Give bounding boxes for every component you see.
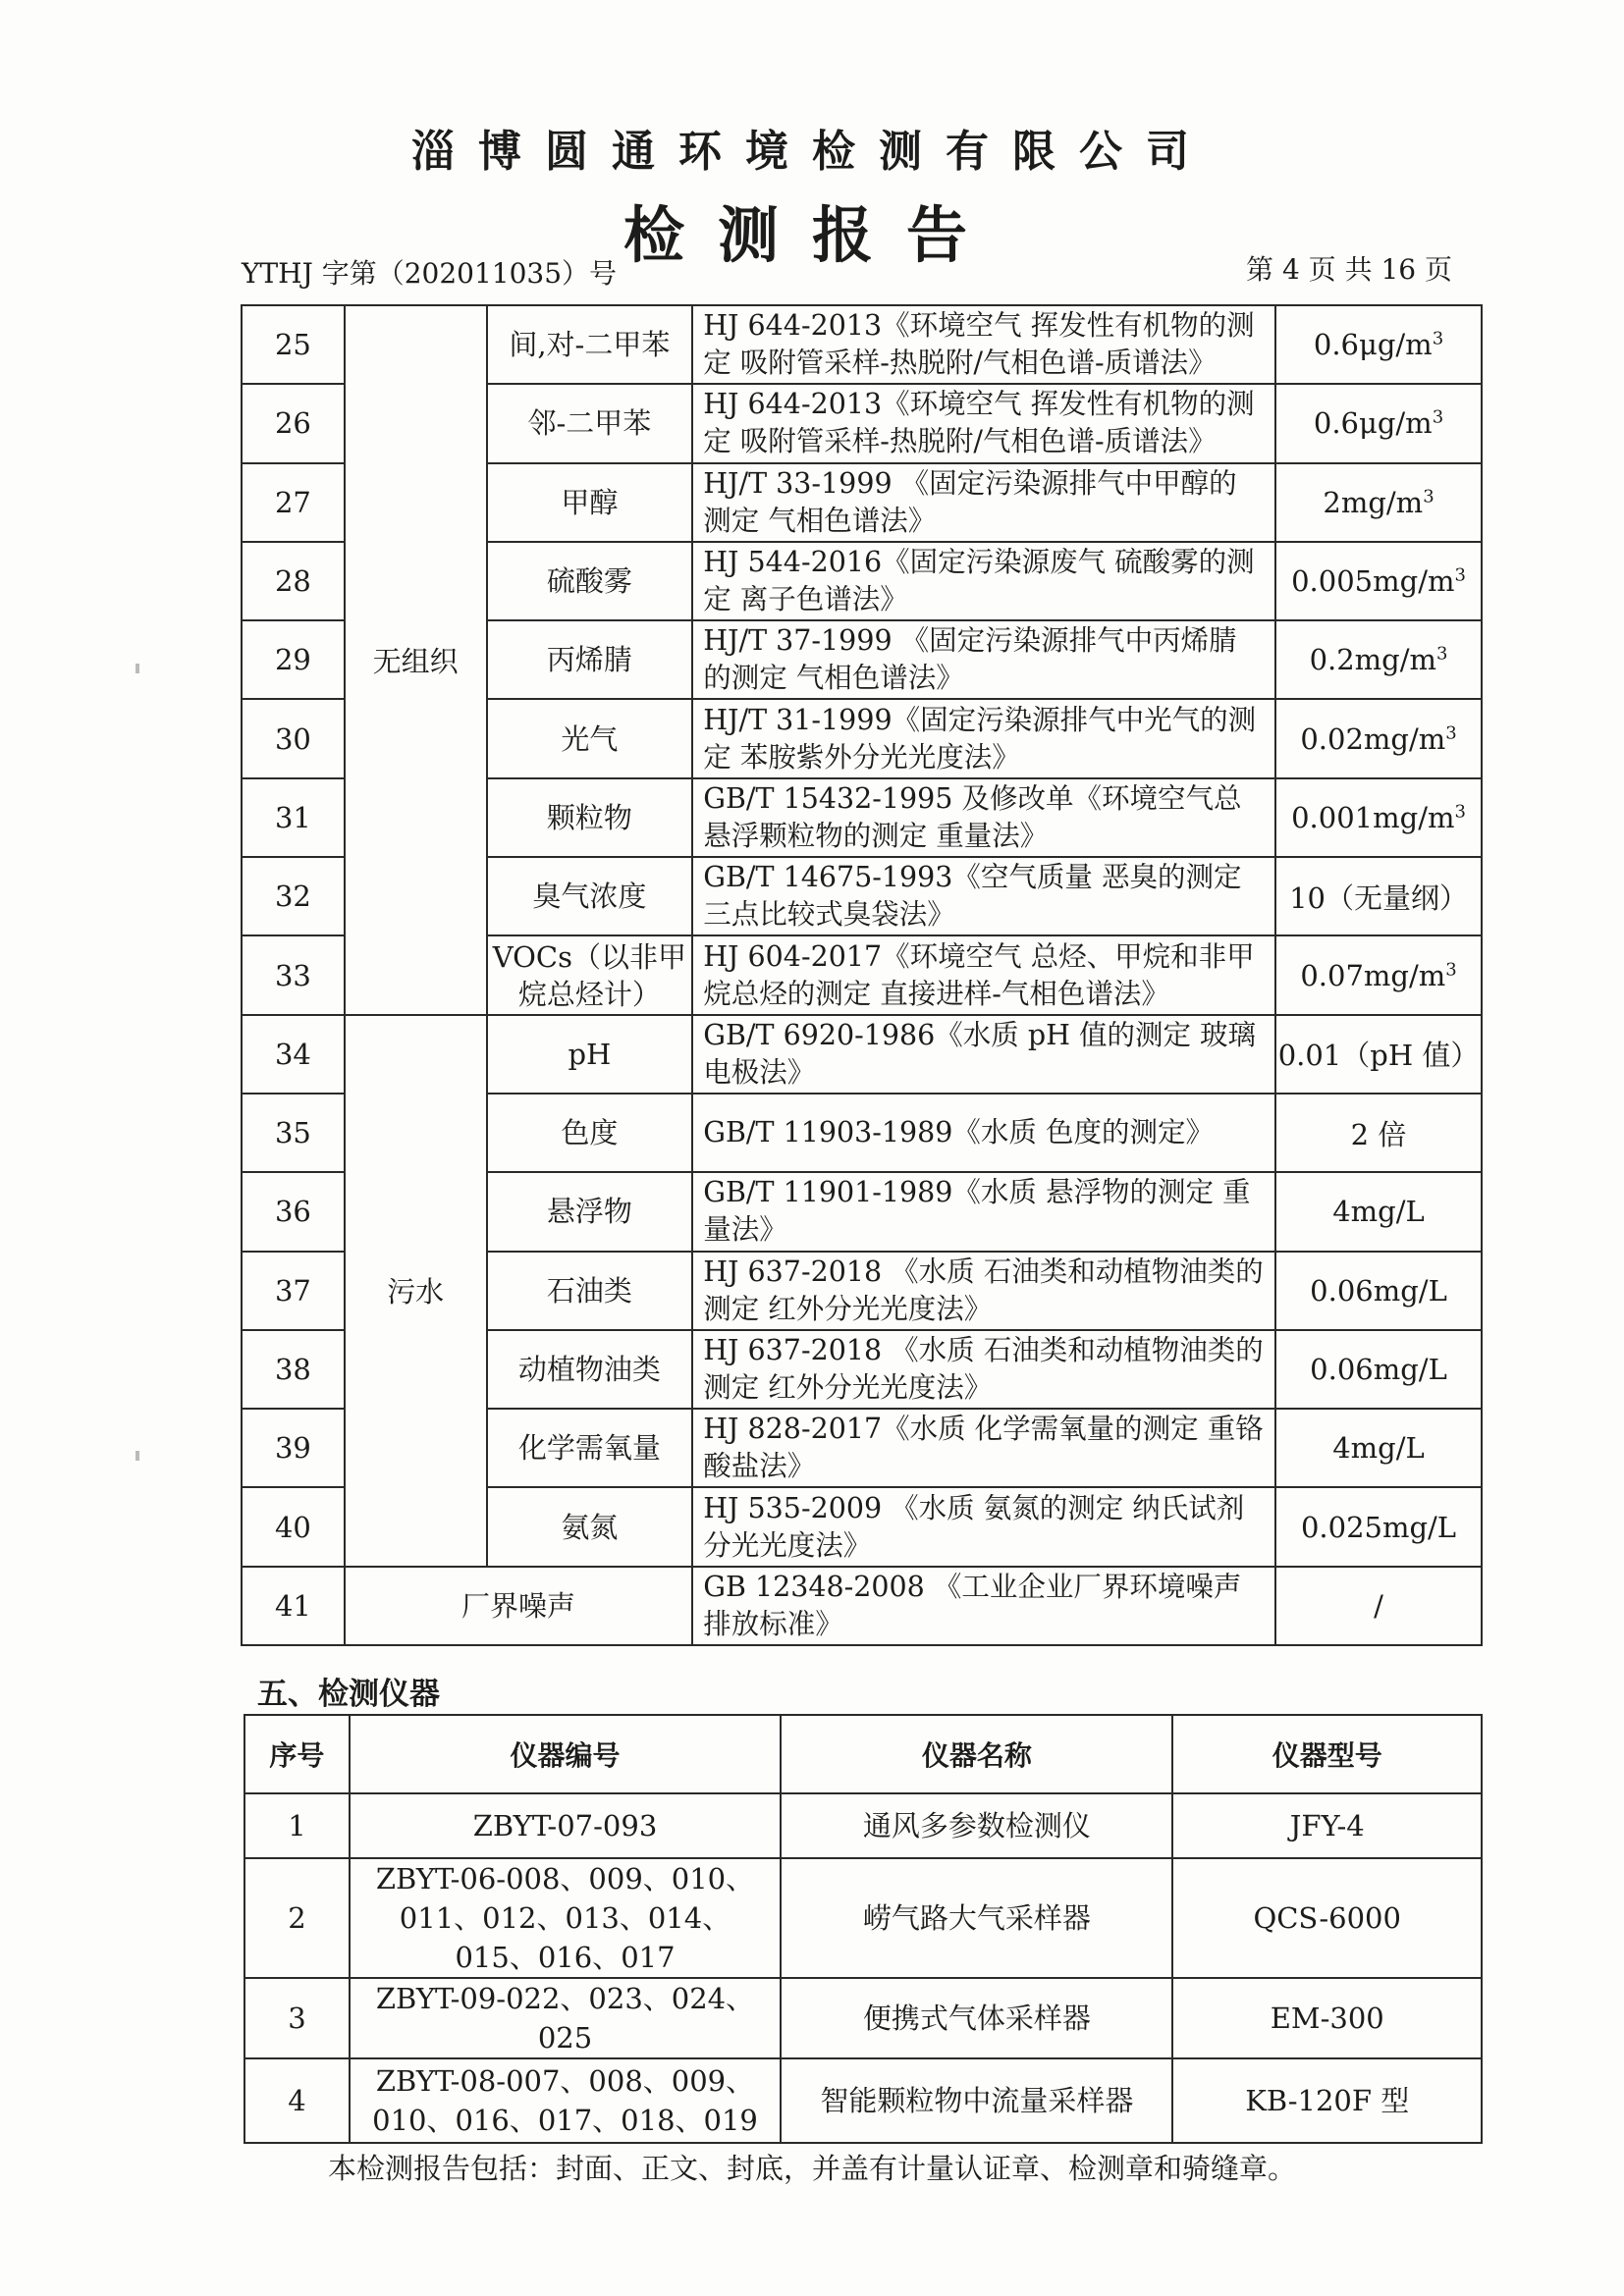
row-number: 35 [242, 1094, 345, 1172]
instrument-code: ZBYT-08-007、008、009、010、016、017、018、019 [350, 2058, 781, 2143]
detection-limit [1275, 1252, 1482, 1330]
limit-value: / [1374, 1588, 1383, 1623]
row-number: 25 [242, 305, 345, 384]
test-item: 间,对-二甲苯 [487, 305, 693, 384]
detection-limit [1275, 1409, 1482, 1487]
instruments-heading: 五、检测仪器 [257, 1677, 440, 1712]
row-number: 38 [242, 1330, 345, 1409]
limit-value: 2mg/m [1323, 485, 1424, 519]
instrument-code: ZBYT-06-008、009、010、011、012、013、014、015、016、017 [350, 1858, 781, 1978]
instrument-name: 智能颗粒物中流量采样器 [781, 2058, 1172, 2143]
limit-value: 0.6μg/m [1313, 328, 1433, 362]
table-row [244, 1793, 1482, 1858]
limit-unit-exponent: 3 [1445, 958, 1457, 980]
test-item: 悬浮物 [487, 1172, 693, 1251]
instrument-name: 崂气路大气采样器 [781, 1858, 1172, 1978]
row-number: 34 [242, 1015, 345, 1094]
limit-value: 0.2mg/m [1309, 643, 1437, 677]
detection-limit [1275, 857, 1482, 935]
test-method: HJ 637-2018 《水质 石油类和动植物油类的测定 红外分光光度法》 [692, 1252, 1275, 1330]
detection-limit [1275, 1094, 1482, 1172]
row-number: 37 [242, 1252, 345, 1330]
test-method: HJ/T 33-1999 《固定污染源排气中甲醇的测定 气相色谱法》 [692, 463, 1275, 542]
test-method: HJ/T 37-1999 《固定污染源排气中丙烯腈的测定 气相色谱法》 [692, 620, 1275, 699]
instrument-code: ZBYT-09-022、023、024、025 [350, 1978, 781, 2058]
table-row [242, 1567, 1482, 1645]
test-item: 颗粒物 [487, 778, 693, 857]
test-item: 色度 [487, 1094, 693, 1172]
report-number: YTHJ 字第（202011035）号 [242, 257, 618, 290]
test-item: 动植物油类 [487, 1330, 693, 1409]
methods-table [241, 304, 1483, 1646]
detection-limit [1275, 542, 1482, 620]
detection-limit [1275, 1487, 1482, 1566]
test-method: GB/T 11903-1989《水质 色度的测定》 [692, 1094, 1275, 1172]
test-method: HJ 828-2017《水质 化学需氧量的测定 重铬酸盐法》 [692, 1409, 1275, 1487]
row-number: 39 [242, 1409, 345, 1487]
row-number: 27 [242, 463, 345, 542]
limit-value: 0.001mg/m [1291, 800, 1455, 834]
test-method: HJ 604-2017《环境空气 总烃、甲烷和非甲烷总烃的测定 直接进样-气相色谱法》 [692, 935, 1275, 1014]
test-item: 厂界噪声 [345, 1567, 692, 1645]
instrument-no: 1 [244, 1793, 350, 1858]
detection-limit [1275, 463, 1482, 542]
limit-value: 0.06mg/L [1310, 1273, 1447, 1308]
limit-unit-exponent: 3 [1436, 643, 1448, 665]
header-code: 仪器编号 [350, 1715, 781, 1793]
instrument-no: 3 [244, 1978, 350, 2058]
test-item: VOCs（以非甲烷总烃计） [487, 935, 693, 1014]
test-method: GB 12348-2008 《工业企业厂界环境噪声排放标准》 [692, 1567, 1275, 1645]
limit-value: 0.07mg/m [1300, 958, 1446, 992]
limit-value: 0.06mg/L [1310, 1353, 1447, 1386]
detection-limit [1275, 1567, 1482, 1645]
row-number: 40 [242, 1487, 345, 1566]
detection-limit [1275, 620, 1482, 699]
instrument-no: 4 [244, 2058, 350, 2143]
row-number: 30 [242, 699, 345, 777]
test-method: GB/T 14675-1993《空气质量 恶臭的测定 三点比较式臭袋法》 [692, 857, 1275, 935]
limit-unit-exponent: 3 [1454, 564, 1466, 586]
test-method: GB/T 15432-1995 及修改单《环境空气总悬浮颗粒物的测定 重量法》 [692, 778, 1275, 857]
instrument-model: EM-300 [1172, 1978, 1482, 2058]
test-method: HJ 544-2016《固定污染源废气 硫酸雾的测定 离子色谱法》 [692, 542, 1275, 620]
scan-mark [135, 1451, 139, 1461]
category-sewage: 污水 [345, 1015, 487, 1567]
detection-limit [1275, 699, 1482, 777]
detection-limit [1275, 1330, 1482, 1409]
row-number: 36 [242, 1172, 345, 1251]
footer-note: 本检测报告包括：封面、正文、封底，并盖有计量认证章、检测章和骑缝章。 [327, 2152, 1296, 2185]
limit-unit-exponent: 3 [1432, 406, 1444, 428]
limit-value: 0.025mg/L [1300, 1510, 1457, 1544]
test-method: HJ 644-2013《环境空气 挥发性有机物的测定 吸附管采样-热脱附/气相色谱-质谱法》 [692, 384, 1275, 462]
instruments-header-row [244, 1715, 1482, 1793]
detection-limit [1275, 1172, 1482, 1251]
test-method: HJ 637-2018 《水质 石油类和动植物油类的测定 红外分光光度法》 [692, 1330, 1275, 1409]
category-unorganized: 无组织 [345, 305, 487, 1015]
page-info: 第 4 页 共 16 页 [1246, 253, 1452, 286]
detection-limit [1275, 778, 1482, 857]
limit-unit-exponent: 3 [1445, 721, 1457, 743]
test-method: HJ 535-2009 《水质 氨氮的测定 纳氏试剂分光光度法》 [692, 1487, 1275, 1566]
test-item: pH [487, 1015, 693, 1094]
limit-unit-exponent: 3 [1423, 486, 1435, 507]
test-item: 丙烯腈 [487, 620, 693, 699]
instrument-code: ZBYT-07-093 [350, 1793, 781, 1858]
limit-unit-exponent: 3 [1432, 328, 1444, 349]
limit-value: 0.02mg/m [1300, 721, 1446, 756]
header-no: 序号 [244, 1715, 350, 1793]
row-number: 41 [242, 1567, 345, 1645]
test-item: 邻-二甲苯 [487, 384, 693, 462]
row-number: 32 [242, 857, 345, 935]
instrument-model: QCS-6000 [1172, 1858, 1482, 1978]
detection-limit [1275, 384, 1482, 462]
test-item: 化学需氧量 [487, 1409, 693, 1487]
test-item: 甲醇 [487, 463, 693, 542]
row-number: 26 [242, 384, 345, 462]
limit-value: 0.6μg/m [1313, 406, 1433, 441]
limit-value: 4mg/L [1332, 1431, 1425, 1466]
test-item: 臭气浓度 [487, 857, 693, 935]
report-title: 检测报告 [623, 199, 1001, 271]
test-item: 石油类 [487, 1252, 693, 1330]
table-row [244, 1858, 1482, 1978]
table-row [244, 1978, 1482, 2058]
test-method: GB/T 11901-1989《水质 悬浮物的测定 重量法》 [692, 1172, 1275, 1251]
company-name: 淄博圆通环境检测有限公司 [411, 127, 1213, 177]
test-method: HJ/T 31-1999《固定污染源排气中光气的测定 苯胺紫外分光光度法》 [692, 699, 1275, 777]
header-name: 仪器名称 [781, 1715, 1172, 1793]
limit-value: 0.005mg/m [1291, 564, 1455, 599]
limit-value: 2 倍 [1350, 1117, 1407, 1151]
detection-limit [1275, 935, 1482, 1014]
instrument-name: 通风多参数检测仪 [781, 1793, 1172, 1858]
instrument-model: KB-120F 型 [1172, 2058, 1482, 2143]
row-number: 33 [242, 935, 345, 1014]
test-item: 氨氮 [487, 1487, 693, 1566]
limit-value: 10（无量纲） [1289, 881, 1468, 915]
limit-unit-exponent: 3 [1454, 801, 1466, 823]
test-item: 光气 [487, 699, 693, 777]
scan-mark [135, 664, 139, 673]
detection-limit [1275, 305, 1482, 384]
table-row [242, 305, 1482, 384]
row-number: 31 [242, 778, 345, 857]
test-method: HJ 644-2013《环境空气 挥发性有机物的测定 吸附管采样-热脱附/气相色谱-质谱法》 [692, 305, 1275, 384]
instrument-no: 2 [244, 1858, 350, 1978]
test-item: 硫酸雾 [487, 542, 693, 620]
row-number: 29 [242, 620, 345, 699]
instruments-table [244, 1714, 1483, 2144]
row-number: 28 [242, 542, 345, 620]
limit-value: 0.01（pH 值） [1277, 1039, 1480, 1073]
table-row [244, 2058, 1482, 2143]
instrument-name: 便携式气体采样器 [781, 1978, 1172, 2058]
test-method: GB/T 6920-1986《水质 pH 值的测定 玻璃电极法》 [692, 1015, 1275, 1094]
instrument-model: JFY-4 [1172, 1793, 1482, 1858]
detection-limit [1275, 1015, 1482, 1094]
table-row [242, 1015, 1482, 1094]
header-model: 仪器型号 [1172, 1715, 1482, 1793]
limit-value: 4mg/L [1332, 1195, 1425, 1229]
